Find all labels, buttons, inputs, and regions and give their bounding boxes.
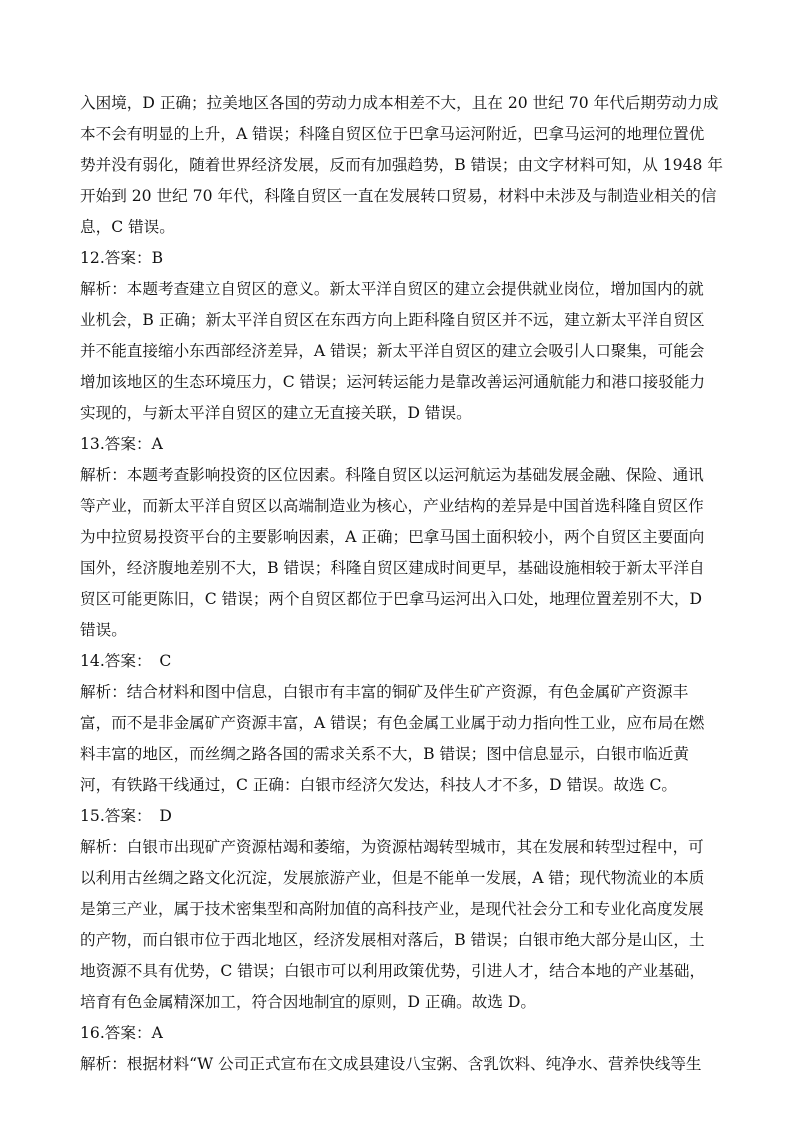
text-line: 是第三产业，属于技术密集型和高附加值的高科技产业，是现代社会分工和专业化高度发展 — [80, 900, 704, 918]
text-line: 河，有铁路干线通过，C 正确：白银市经济欠发达，科技人才不多，D 错误。故选 C。 — [80, 776, 678, 794]
answer-heading-13: 13.答案：A — [80, 435, 163, 453]
text-line: 解析：本题考查影响投资的区位因素。科隆自贸区以运河航运为基础发展金融、保险、通讯 — [80, 466, 704, 484]
text-line: 培育有色金属精深加工，符合因地制宜的原则，D 正确。故选 D。 — [80, 993, 536, 1011]
text-line: 本不会有明显的上升，A 错误；科隆自贸区位于巴拿马运河附近，巴拿马运河的地理位置优 — [80, 125, 705, 143]
answer-heading-15: 15.答案： D — [80, 807, 172, 825]
text-line: 解析：根据材料“W 公司正式宣布在文成县建设八宝粥、含乳饮料、纯净水、营养快线等生 — [80, 1055, 702, 1073]
text-line: 错误。 — [80, 621, 127, 639]
text-line: 息，C 错误。 — [80, 218, 175, 236]
answer-heading-14: 14.答案： C — [80, 652, 172, 670]
text-line: 解析：结合材料和图中信息，白银市有丰富的铜矿及伴生矿产资源，有色金属矿产资源丰 — [80, 683, 689, 701]
document-body — [80, 88, 722, 1080]
text-line: 解析：白银市出现矿产资源枯竭和萎缩，为资源枯竭转型城市，其在发展和转型过程中，可 — [80, 838, 704, 856]
text-line: 料丰富的地区，而丝绸之路各国的需求关系不大，B 错误；图中信息显示，白银市临近黄 — [80, 745, 689, 763]
text-line: 业机会，B 正确；新太平洋自贸区在东西方向上距科隆自贸区并不远，建立新太平洋自贸区 — [80, 311, 705, 329]
text-line: 国外，经济腹地差别不大，B 错误；科隆自贸区建成时间更早，基础设施相较于新太平洋自 — [80, 559, 705, 577]
text-line: 增加该地区的生态环境压力，C 错误；运河转运能力是靠改善运河通航能力和港口接驳能力 — [80, 373, 706, 391]
text-line: 并不能直接缩小东西部经济差异，A 错误；新太平洋自贸区的建立会吸引人口聚集，可能会 — [80, 342, 705, 360]
text-line: 的产物，而白银市位于西北地区，经济发展相对落后，B 错误；白银市绝大部分是山区，土 — [80, 931, 705, 949]
text-line: 解析：本题考查建立自贸区的意义。新太平洋自贸区的建立会提供就业岗位，增加国内的就 — [80, 280, 704, 298]
text-line: 入困境，D 正确；拉美地区各国的劳动力成本相差不大，且在 20 世纪 70 年代后期劳动力成 — [80, 94, 719, 112]
text-line: 等产业，而新太平洋自贸区以高端制造业为核心，产业结构的差异是中国首选科隆自贸区作 — [80, 497, 704, 515]
text-line: 势并没有弱化，随着世界经济发展，反而有加强趋势，B 错误；由文字材料可知，从 1948 年 — [80, 156, 723, 174]
text-line: 开始到 20 世纪 70 年代，科隆自贸区一直在发展转口贸易，材料中未涉及与制造业相关的信 — [80, 187, 717, 205]
text-line: 贸区可能更陈旧，C 错误；两个自贸区都位于巴拿马运河出入口处，地理位置差别不大，D — [80, 590, 702, 608]
answer-heading-16: 16.答案：A — [80, 1024, 163, 1042]
text-line: 富，而不是非金属矿产资源丰富，A 错误；有色金属工业属于动力指向性工业，应布局在燃 — [80, 714, 705, 732]
text-line: 为中拉贸易投资平台的主要影响因素，A 正确；巴拿马国土面积较小，两个自贸区主要面向 — [80, 528, 705, 546]
text-line: 地资源不具有优势，C 错误；白银市可以利用政策优势，引进人才，结合本地的产业基础， — [80, 962, 706, 980]
answer-heading-12: 12.答案：B — [80, 249, 164, 267]
text-line: 实现的，与新太平洋自贸区的建立无直接关联，D 错误。 — [80, 404, 472, 422]
text-line: 以利用古丝绸之路文化沉淀，发展旅游产业，但是不能单一发展，A 错；现代物流业的本质 — [80, 869, 705, 887]
